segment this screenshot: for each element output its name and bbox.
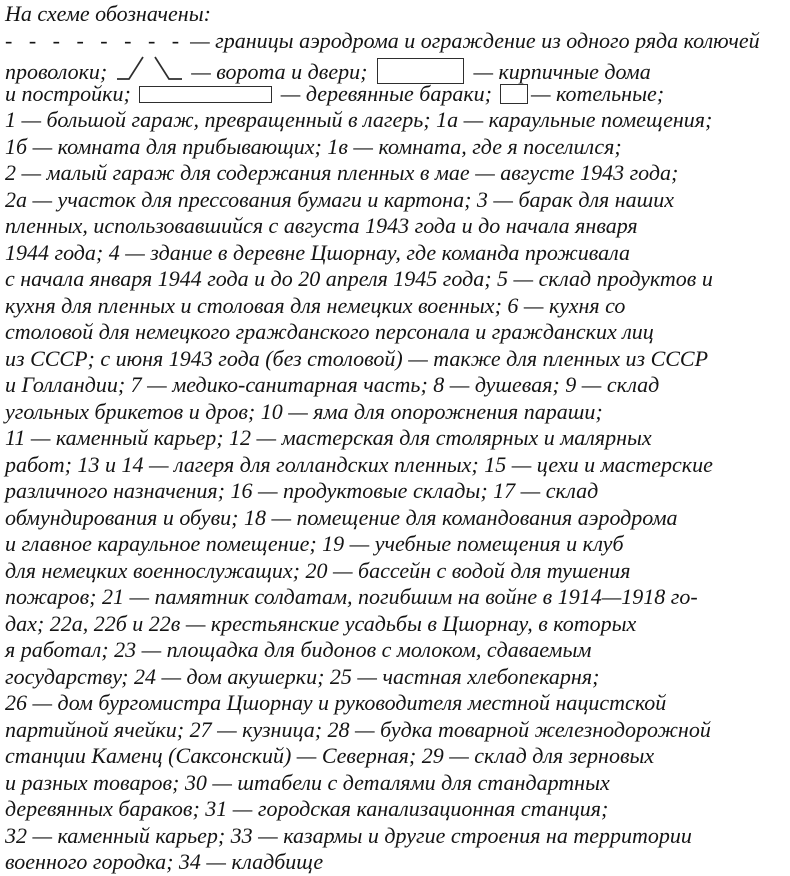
legend-text-line: пленных, использовавшийся с августа 1943 года и до начала января — [5, 213, 638, 238]
legend-text-line: военного городка; 34 — кладбище — [5, 849, 324, 874]
legend-text-line: 2а — участок для прессования бумаги и картона; 3 — барак для наших — [5, 186, 675, 212]
legend-text-line: столовой для немецкого гражданского персонала и гражданских лиц — [5, 319, 654, 344]
boiler-label: — котельные; — [530, 80, 665, 106]
legend-line-gates-brick — [5, 54, 788, 84]
legend-text-line: 1944 года; 4 — здание в деревне Цшорнау, где команда проживала — [5, 239, 631, 265]
legend-text-line: обмундирования и обуви; 18 — помещение для командования аэродрома — [5, 504, 678, 530]
wooden-barrack-label: — деревянные бараки; — [280, 80, 492, 106]
boundary-dashed-line-icon: - - - - - - - - — [5, 27, 181, 53]
wood-line-prefix: и постройки; — [5, 80, 131, 106]
legend-text-line: различного назначения; 16 — продуктовые склады; 17 — склад — [5, 478, 599, 503]
intro-text: На схеме обозначены: — [5, 1, 211, 26]
gates-label: — ворота и двери; — [191, 59, 368, 84]
legend-text-line: дах; 22а, 22б и 22в — крестьянские усадьбы в Цшорнау, в которых — [5, 610, 637, 636]
legend-text-line: угольных брикетов и дров; 10 — яма для опорожнения параши; — [5, 398, 603, 424]
legend-text-line: станции Каменц (Саксонский) — Северная; 29 — склад для зерновых — [5, 743, 655, 768]
legend-text-line: пожаров; 21 — памятник солдатам, погибшим на войне в 1914—1918 го- — [5, 584, 698, 609]
legend-text-line: деревянных бараков; 31 — городская канализационная станция; — [5, 796, 609, 821]
gate-left-icon — [115, 54, 147, 81]
boundary-label: — границы аэродрома и ограждение из одного ряда колючей — [190, 27, 760, 53]
legend-text-line: 26 — дом бургомистра Цшорнау и руководителя местной нацистской — [5, 690, 667, 715]
legend-text-line: и разных товаров; 30 — штабели с деталями для стандартных — [5, 769, 610, 795]
legend-text-line: я работал; 23 — площадка для бидонов с молоком, сдаваемым — [5, 637, 592, 662]
legend-text-line: кухня для пленных и столовая для немецких военных; 6 — кухня со — [5, 292, 626, 318]
gate-right-icon — [151, 54, 183, 81]
intro-line — [5, 1, 788, 28]
legend-text-line: с начала января 1944 года и до 20 апреля 1945 года; 5 — склад продуктов и — [5, 266, 713, 291]
legend-line-boundary — [5, 28, 788, 55]
boiler-symbol-icon — [500, 84, 528, 104]
wooden-barrack-symbol-icon — [139, 86, 272, 103]
legend-text-line: 11 — каменный карьер; 12 — мастерская для столярных и малярных — [5, 425, 652, 450]
legend-text-line: партийной ячейки; 27 — кузница; 28 — будка товарной железнодорожной — [5, 716, 711, 742]
legend-text-line: работ; 13 и 14 — лагеря для голландских пленных; 15 — цехи и мастерские — [5, 451, 713, 477]
legend-line-wood-boiler — [5, 81, 788, 108]
legend-text-line: 2 — малый гараж для содержания пленных в мае — августе 1943 года; — [5, 160, 679, 185]
legend-text-line: и главное караульное помещение; 19 — учебные помещения и клуб — [5, 531, 624, 556]
legend-text-line: 1 — большой гараж, превращенный в лагерь; 1а — караульные помещения; — [5, 107, 713, 132]
brick-house-label: — кирпичные дома — [473, 59, 651, 84]
legend-text-line: 1б — комната для прибывающих; 1в — комната, где я поселился; — [5, 133, 622, 159]
legend-text-line: для немецких военнослужащих; 20 — бассейн с водой для тушения — [5, 557, 631, 583]
legend-text-line: и Голландии; 7 — медико-санитарная часть; 8 — душевая; 9 — склад — [5, 372, 660, 397]
gates-line-prefix: проволоки; — [5, 59, 108, 84]
legend-text-line: государству; 24 — дом акушерки; 25 — частная хлебопекарня; — [5, 663, 600, 689]
legend-text-line: из СССР; с июня 1943 года (без столовой) — также для пленных из СССР — [5, 345, 709, 371]
legend-text-line: 32 — каменный карьер; 33 — казармы и другие строения на территории — [5, 822, 692, 848]
